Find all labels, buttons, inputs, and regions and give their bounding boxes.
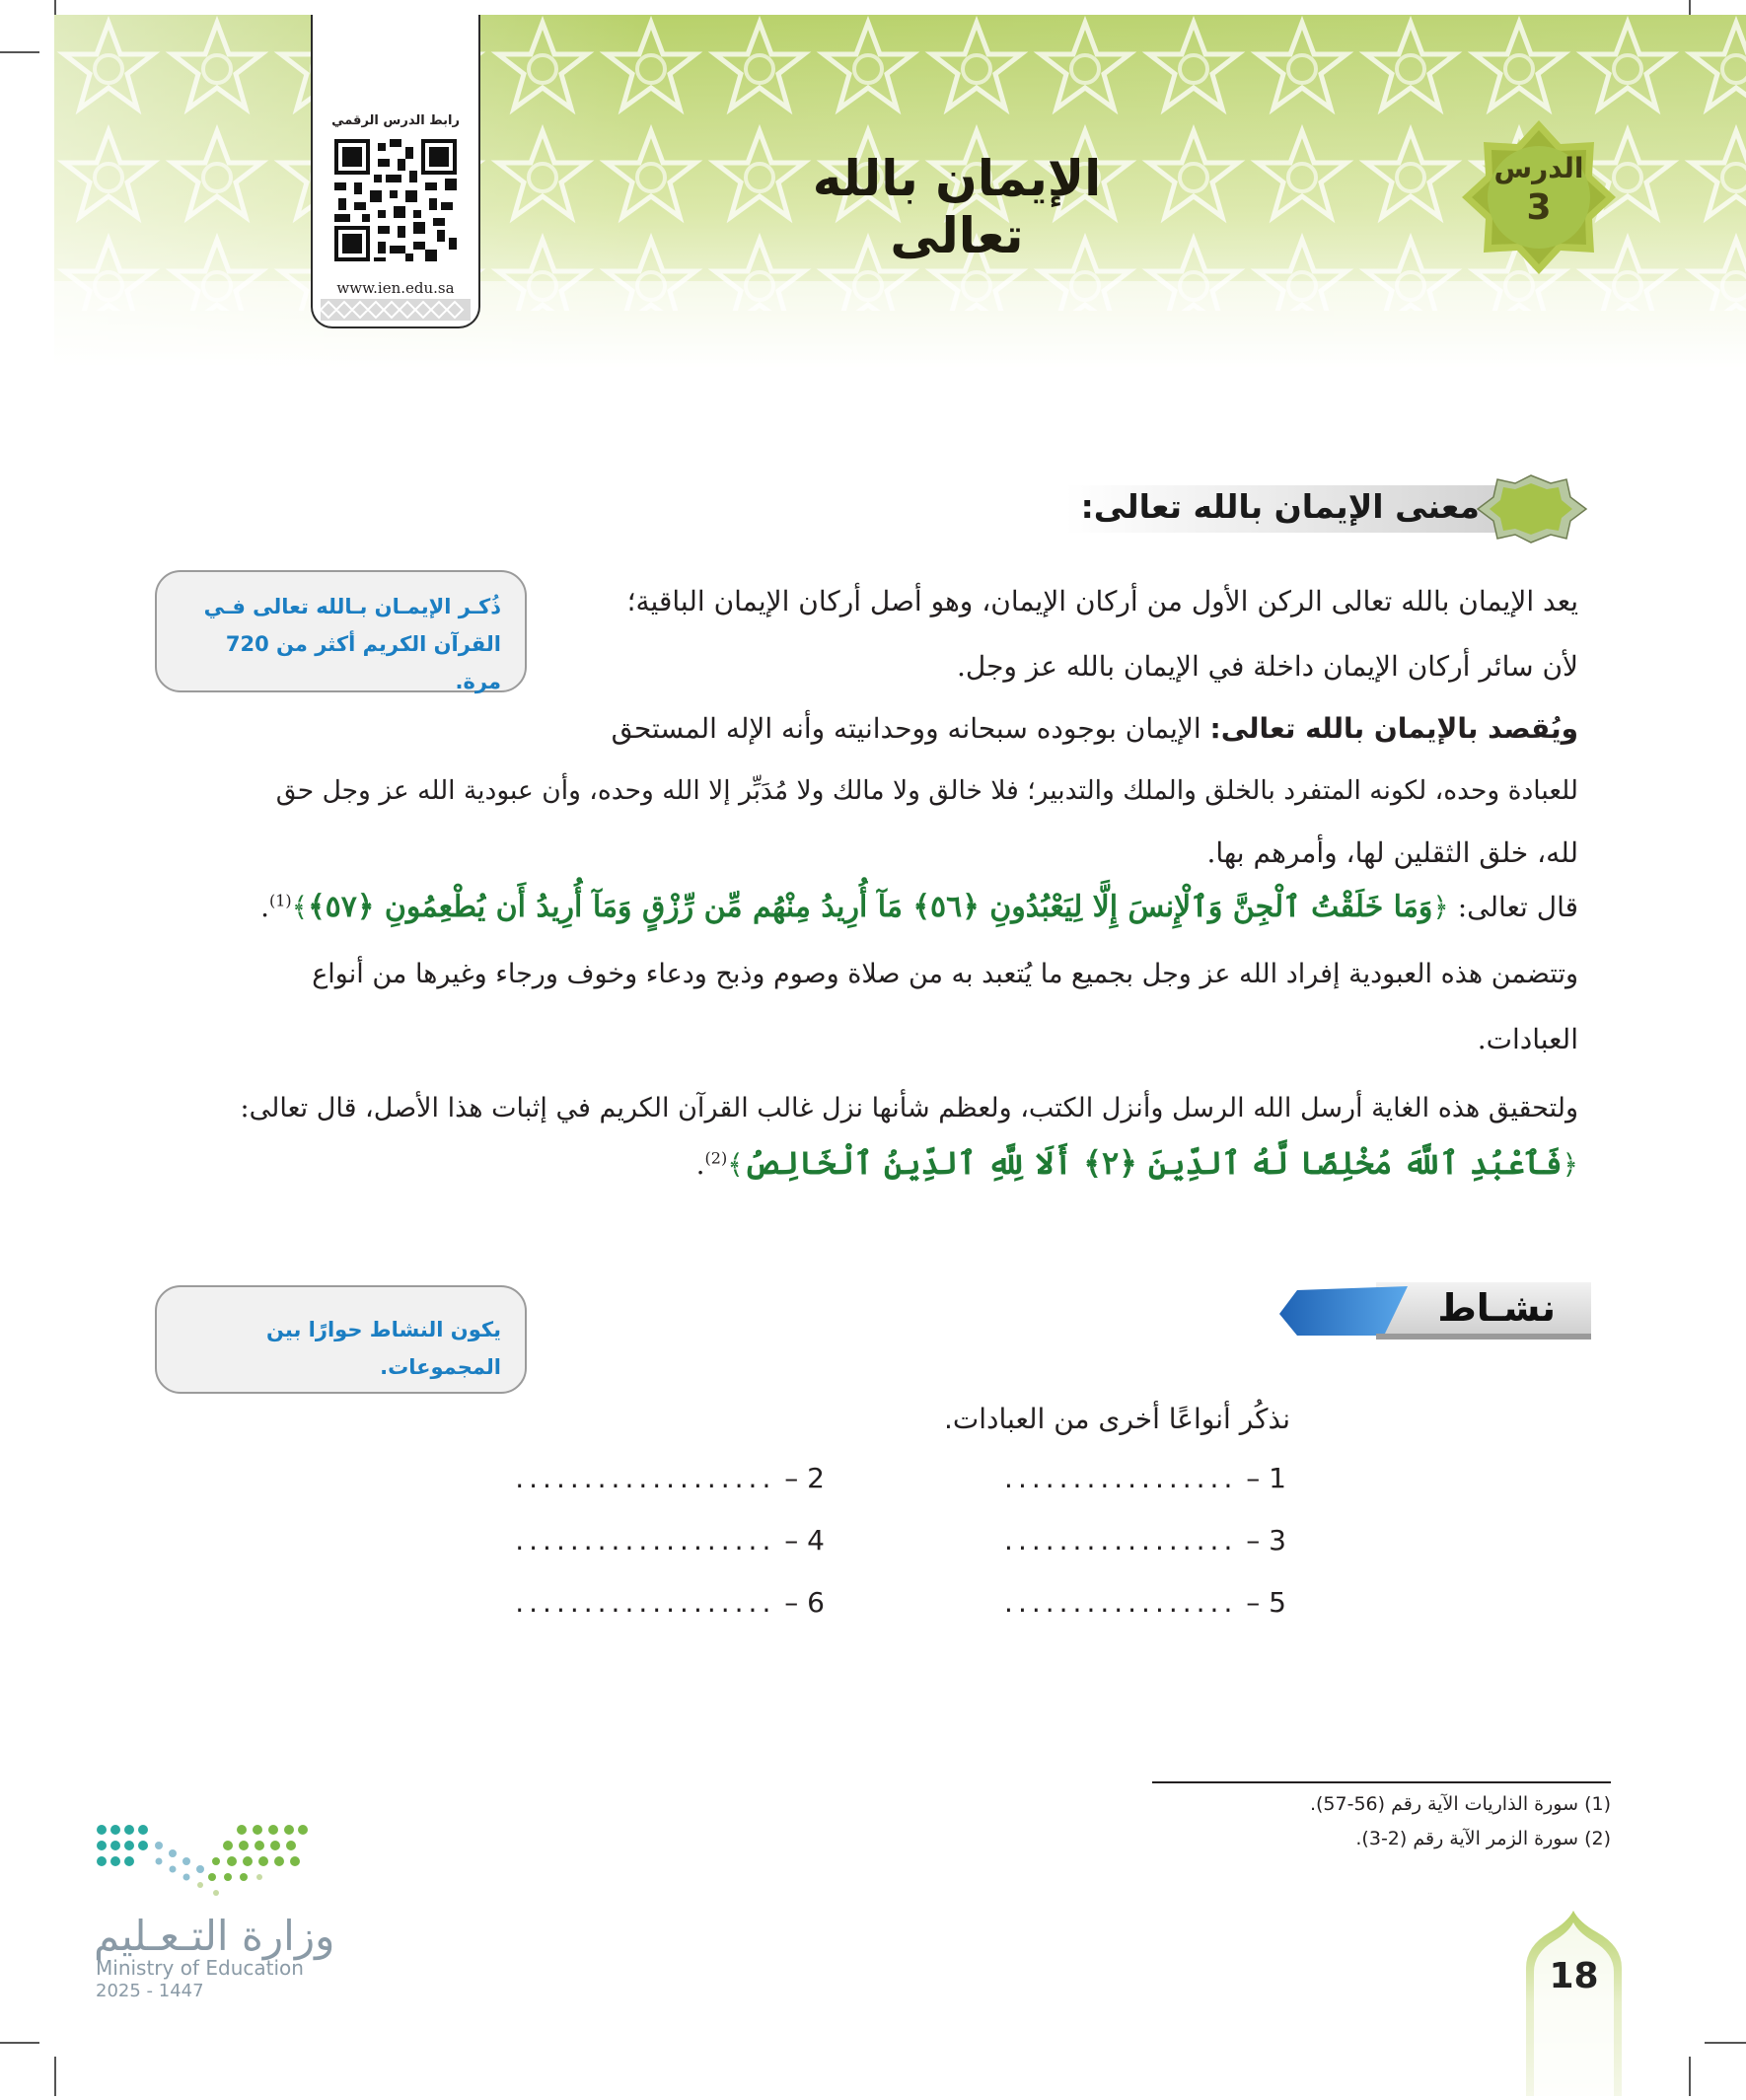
paragraph-1-line-2: لأن سائر أركان الإيمان داخلة في الإيمان بالله عز وجل. [956, 650, 1578, 683]
answer-number: 4 [807, 1524, 825, 1557]
footnote-ref-2: (2) [704, 1148, 728, 1168]
qr-card[interactable] [311, 15, 480, 328]
verse-open-bracket: ﴿ [1562, 1148, 1578, 1181]
verse-2-text: فَٱعْبُدِ ٱللَّهَ مُخْلِصًا لَّهُ ٱلدِّينَ ﴿٢﴾ أَلَا لِلَّهِ ٱلدِّينُ ٱلْخَالِصُ [743, 1144, 1563, 1182]
footnote-2: (2) سورة الزمر الآية رقم (2-3). [1355, 1828, 1611, 1849]
lesson-number: 3 [1526, 187, 1552, 228]
qr-code-icon[interactable] [330, 135, 461, 265]
lesson-word: الدرس [1493, 152, 1584, 184]
footnote-ref-1: (1) [268, 891, 292, 910]
side-note-quran-count [155, 570, 527, 692]
crop-mark [1705, 2042, 1746, 2044]
paragraph-3-line-1: وتتضمن هذه العبودية إفراد الله عز وجل بجميع ما يُتعبد به من صلاة وصوم وذبح ودعاء وخوف ورجاء وغيرها من أنواع [312, 959, 1578, 989]
page-title: الإيمان بالله تعالى [812, 150, 1102, 264]
answer-dots: ................. [1004, 1462, 1238, 1494]
paragraph-3-line-2: العبادات. [1477, 1023, 1578, 1055]
crop-mark [0, 2042, 39, 2044]
page-number-tab-shape [1522, 1909, 1626, 2096]
activity-prompt: نذكُر أنواعًا أخرى من العبادات. [944, 1403, 1290, 1435]
answer-dots: ................. [1004, 1524, 1238, 1557]
answer-number: 5 [1269, 1586, 1286, 1619]
definition-term: ويُقصد بالإيمان بالله تعالى: [1209, 712, 1578, 745]
page-number: 18 [1549, 1956, 1599, 1996]
answer-number: 1 [1269, 1462, 1286, 1494]
crop-mark [1689, 2057, 1691, 2096]
activity-title: نشـاط [1437, 1286, 1556, 1330]
definition-text: الإيمان بوجوده سبحانه ووحدانيته وأنه الإله المستحق [611, 712, 1210, 745]
activity-header [1277, 1280, 1593, 1341]
paragraph-2-line-3: لله، خلق الثقلين لها، وأمرهم بها. [1206, 836, 1578, 869]
lesson-badge [1460, 118, 1618, 276]
qr-label: رابط الدرس الرقمي [331, 113, 460, 128]
answer-number: 2 [807, 1462, 825, 1494]
section-heading [1065, 471, 1588, 546]
verse-close-bracket: ﴾ [291, 891, 309, 923]
verse-1-intro: قال تعالى: [1448, 891, 1578, 923]
activity-answer-line[interactable]: 1 – ................. [1004, 1462, 1286, 1494]
activity-answer-line[interactable]: 2 – ................... [515, 1462, 825, 1494]
paragraph-2-line-2: للعبادة وحده، لكونه المتفرد بالخلق والملك والتدبير؛ فلا خالق ولا مالك ولا مُدَبِّر إلا الله وحده، وأن عبودية الله عز وجل حق [275, 775, 1578, 806]
activity-answer-line[interactable]: 5 – ................. [1004, 1586, 1286, 1619]
ministry-name-arabic: وزارة التـعـليم [94, 1912, 335, 1960]
ministry-name-english: Ministry of Education [96, 1956, 304, 1980]
answer-dots: ................... [515, 1524, 776, 1557]
activity-answer-line[interactable]: 4 – ................... [515, 1524, 825, 1557]
verse-2-line [696, 1144, 1578, 1182]
footnote-1: (1) سورة الذاريات الآية رقم (56-57). [1309, 1793, 1611, 1815]
activity-answer-line[interactable]: 6 – ................... [515, 1586, 825, 1619]
verse-close-bracket: ﴾ [727, 1148, 744, 1181]
footnote-divider [1152, 1781, 1611, 1783]
verse-1-line [260, 890, 1578, 924]
qr-card-pattern [321, 299, 471, 321]
verse-1-text: وَمَا خَلَقْتُ ٱلْجِنَّ وَٱلْإِنسَ إِلَّا لِيَعْبُدُونِ ﴿٥٦﴾ مَآ أُرِيدُ مِنْهُم مِّن رِّزْقٍ وَمَآ أُرِيدُ أَن يُطْعِمُونِ ﴿٥٧﴾ [308, 890, 1433, 924]
answer-number: 6 [807, 1586, 825, 1619]
paragraph-1-line-1: يعد الإيمان بالله تعالى الركن الأول من أركان الإيمان، وهو أصل أركان الإيمان الباقية؛ [626, 585, 1578, 617]
crop-mark [0, 51, 39, 53]
answer-number: 3 [1269, 1524, 1286, 1557]
verse-open-bracket: ﴿ [1432, 891, 1449, 923]
side-note-text: يكون النشاط حوارًا بين المجموعات. [266, 1318, 501, 1379]
ministry-logo-icon [94, 1820, 311, 1904]
answer-dots: ................... [515, 1586, 776, 1619]
answer-dots: ................. [1004, 1586, 1238, 1619]
verse-2-period: . [695, 1148, 705, 1181]
activity-answer-line[interactable]: 3 – ................. [1004, 1524, 1286, 1557]
edition-year: 2025 - 1447 [96, 1981, 204, 2001]
qr-url[interactable]: www.ien.edu.sa [336, 279, 455, 297]
verse-1-period: . [260, 891, 269, 923]
paragraph-2-line-1 [612, 712, 1578, 745]
side-note-activity [155, 1285, 527, 1394]
answer-dots: ................... [515, 1462, 776, 1494]
section-heading-text: معنى الإيمان بالله تعالى: [1080, 487, 1480, 526]
side-note-text: ذُكـر الإيمـان بـالله تعالى فـي القرآن الكريم أكثر من 720 مرة. [203, 595, 501, 693]
paragraph-4-line-1: ولتحقيق هذه الغاية أرسل الله الرسل وأنزل الكتب، ولعظم شأنها نزل غالب القرآن الكريم في إثبات هذا الأصل، قال تعالى: [240, 1093, 1578, 1123]
page-number-tab [1522, 1909, 1626, 2096]
crop-mark [54, 2057, 56, 2096]
